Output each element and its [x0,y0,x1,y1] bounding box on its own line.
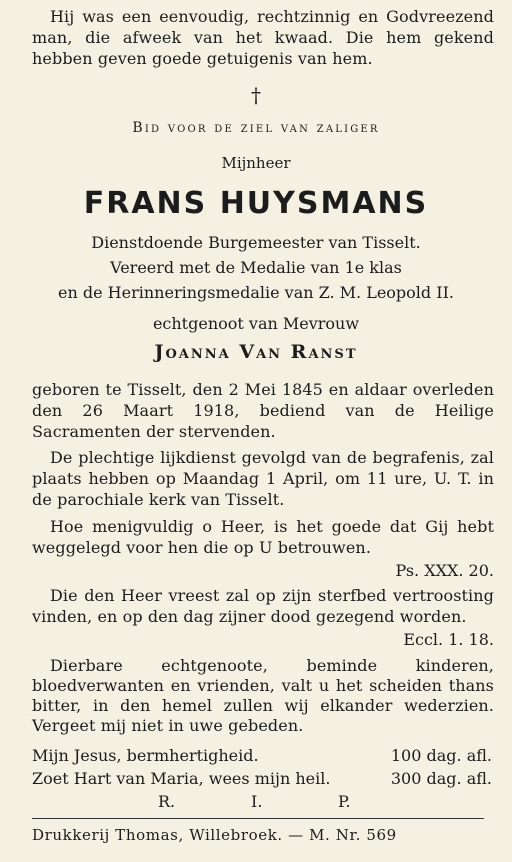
farewell-text: Dierbare echtgenoote, beminde kinderen, bloedverwanten en vrienden, valt u het scheiden thans bitter, in den hemel zullen wij elkander wederzien. Vergeet mij niet in uwe gebeden. [32,656,494,735]
verse-2-reference-line [32,629,494,650]
rip-r: R. [158,792,176,811]
spouse-name: Joanna Van Ranst [154,341,358,363]
indulgence-row-1 [32,745,492,767]
title-line-1: Dienstdoende Burgemeester van Tisselt. [91,233,421,252]
verse-1-reference-line [32,560,494,581]
spouse-intro: echtgenoot van Mevrouw [152,314,360,333]
printer-credit: Drukkerij Thomas, Willebroek. — M. Nr. 569 [32,826,397,844]
indulgence-days-2: 300 dag. afl. [390,769,492,788]
honorific: Mijnheer [221,154,291,172]
indulgence-prayer-1: Mijn Jesus, bermhertigheid. [32,746,259,765]
prayer-heading: Bid voor de ziel van zaliger [132,120,380,136]
intro-text: Hij was een eenvoudig, rechtzinnig en Godvreezend man, die afweek van het kwaad. Die hem gekend hebben geven goede getuigenis van hem. [32,7,494,68]
verse-2-text: Die den Heer vreest zal op zijn sterfbed vertroosting vinden, en op den dag zijner dood gezegend worden. [32,586,494,626]
title-line-2: Vereerd met de Medalie van 1e klas [110,258,402,277]
funeral-text: De plechtige lijkdienst gevolgd van de begrafenis, zal plaats hebben op Maandag 1 April, om 11 ure, U. T. in de parochiale kerk van Tisselt. [32,448,494,509]
rip-i: I. [251,792,263,811]
verse-1-reference: Ps. XXX. 20. [395,561,494,580]
cross-icon: † [251,83,261,107]
verse-2-reference: Eccl. 1. 18. [403,630,494,649]
biography-text: geboren te Tisselt, den 2 Mei 1845 en aldaar overleden den 26 Maart 1918, bediend van de Heilige Sacramenten der stervenden. [32,380,494,441]
rip-p: P. [338,792,351,811]
deceased-name: FRANS HUYSMANS [83,186,429,221]
verse-1-text: Hoe menigvuldig o Heer, is het goede dat Gij hebt weggelegd voor hen die op U betrouwen. [32,517,494,557]
indulgence-days-1: 100 dag. afl. [390,746,492,765]
divider [32,818,484,819]
indulgence-prayer-2: Zoet Hart van Maria, wees mijn heil. [32,769,331,788]
title-line-3: en de Herinneringsmedalie van Z. M. Leopold II. [58,283,454,302]
indulgence-row-2 [32,768,492,790]
